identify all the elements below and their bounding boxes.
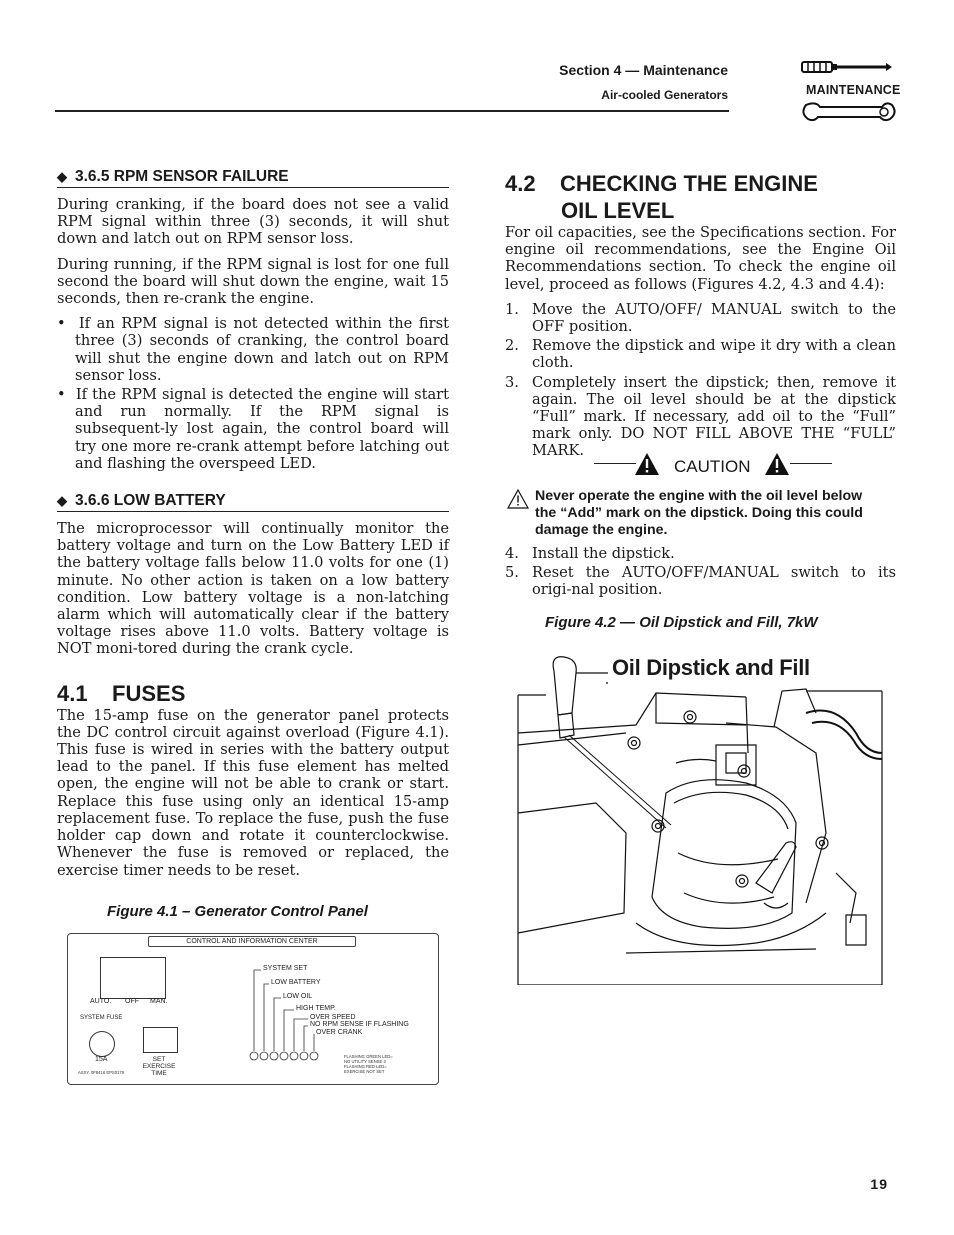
list-item: 1. Move the AUTO/OFF/ MANUAL switch to the OFF position. (505, 300, 896, 336)
logo-text: MAINTENANCE (806, 83, 901, 97)
section-3-6-6-title: 3.6.6 LOW BATTERY (75, 492, 226, 510)
list-item: • If an RPM signal is not detected within the first three (3) seconds of cranking, the control board will shut the engine down and latch out on RPM sensor loss. (57, 315, 449, 384)
led-label-over-speed: OVER SPEED (310, 1014, 356, 1021)
list-item: 5. Reset the AUTO/OFF/MANUAL switch to its origi-nal position. (505, 564, 896, 599)
section-4-2-title-line-1: 4.2 CHECKING THE ENGINE (505, 171, 818, 196)
dipstick-illustration (516, 653, 884, 985)
led-label-over-crank: OVER CRANK (316, 1029, 363, 1036)
maintenance-logo (800, 55, 901, 127)
oil-steps-block-2 (505, 545, 896, 601)
engine-dipstick-drawing (516, 653, 884, 985)
rpm-paragraph-2: During running, if the RPM signal is lost for one full second the board will shut down the engine, wait 15 seconds, then re-crank the engine. (57, 255, 449, 308)
led-label-high-temp: HIGH TEMP. (296, 1005, 336, 1012)
fuses-paragraph: The 15-amp fuse on the generator panel protects the DC control circuit against overload (Figure 4.1). This fuse is wired in series with the battery output lead to the panel. If this fuse element has melted open, the engine will not be able to crank or start. Replace this fuse using only an identical 15-amp replacement fuse. To replace the fuse, push the fuse holder cap down and rotate it counterclockwise. Whenever the fuse is removed or replaced, the exercise timer needs to be reset. (57, 706, 449, 879)
warning-triangle-icon (764, 452, 790, 476)
header-rule (55, 110, 729, 112)
figure-4-2-caption: Figure 4.2 — Oil Dipstick and Fill, 7kW (545, 614, 818, 631)
section-3-6-5-heading (57, 168, 449, 188)
right-column (505, 170, 896, 462)
system-fuse-label: SYSTEM FUSE (80, 1015, 123, 1021)
led-label-low-oil: LOW OIL (283, 993, 313, 1000)
led-label-system-set: SYSTEM SET (263, 965, 308, 972)
rpm-paragraph-1: During cranking, if the board does not see a valid RPM signal within three (3) seconds, it will shut down and latch out on RPM sensor loss. (57, 196, 449, 248)
switch-label-auto: AUTO. (90, 998, 112, 1005)
list-item: 2. Remove the dipstick and wipe it dry with a clean cloth. (505, 337, 896, 372)
diamond-icon: ◆ (57, 169, 67, 184)
header-section-title: Section 4 — Maintenance (559, 62, 728, 78)
panel-title: CONTROL AND INFORMATION CENTER (148, 936, 356, 947)
oil-steps-list-2 (505, 545, 896, 599)
control-panel-figure (67, 933, 439, 1085)
page-number: 19 (870, 1176, 888, 1192)
switch-label-man: MAN. (150, 998, 168, 1005)
set-exercise-label: SET EXERCISE TIME (142, 1056, 176, 1077)
section-3-6-6-heading (57, 492, 449, 512)
oil-steps-list-1 (505, 301, 896, 460)
warning-triangle-icon (634, 452, 660, 476)
list-item: 4. Install the dipstick. (505, 545, 675, 562)
caution-text: Never operate the engine with the oil level below the “Add” mark on the dipstick. Doing this could damage the engine. (535, 488, 863, 539)
warning-outline-icon (507, 489, 529, 509)
rpm-bullet-list (57, 315, 449, 472)
caution-rule-left (594, 463, 636, 464)
led-flash-note: FLASHING GREEN LED= NO UTILITY SENSE 3 FLASHING RED LED= EXERCISE NOT SET (344, 1054, 393, 1074)
led-label-low-battery: LOW BATTERY (271, 979, 321, 986)
figure-4-1-caption: Figure 4.1 – Generator Control Panel (107, 902, 368, 920)
header-subtitle: Air-cooled Generators (601, 88, 728, 102)
caution-banner (594, 452, 832, 478)
section-4-1-heading: 4.1 FUSES (57, 680, 186, 706)
part-number: ASSY. 0F8416 EPS0179 (78, 1070, 125, 1075)
low-battery-paragraph: The microprocessor will continually monitor the battery voltage and turn on the Low Battery LED if the battery voltage falls below 11.0 volts for one (1) minute. No other action is taken on a low battery condition. Low battery voltage is a non-latching alarm which will automatically clear if the battery voltage rises above 11.0 volts. Battery voltage is NOT moni-tored during the crank cycle. (57, 520, 449, 658)
section-4-2-title-line-2: OIL LEVEL (561, 198, 675, 223)
section-4-2-heading (505, 170, 896, 224)
diamond-icon: ◆ (57, 493, 67, 509)
list-item: • If the RPM signal is detected the engine will start and run normally. If the RPM signal is subsequent-ly lost again, the control board will try one more re-crank attempt before latching out and flashing the overspeed LED. (57, 386, 449, 472)
switch-label-off: OFF (125, 998, 139, 1005)
led-label-no-rpm: NO RPM SENSE IF FLASHING (310, 1021, 409, 1028)
figure-4-2-title: Oil Dipstick and Fill (612, 655, 810, 680)
list-item: 3. Completely insert the dipstick; then, remove it again. The oil level should be at the dipstick “Full” mark. If necessary, add oil to the “Full” mark only. DO NOT FILL ABOVE THE “FULL” MARK. (505, 373, 896, 460)
section-3-6-5-title: 3.6.5 RPM SENSOR FAILURE (75, 168, 289, 185)
oil-intro-paragraph: For oil capacities, see the Specifications section. For engine oil recommendations, see the Engine Oil Recommendations section. To check the engine oil level, proceed as follows (Figures 4.2, 4.3 and 4.4): (505, 224, 896, 293)
fuse-value-label: 15A (95, 1056, 108, 1063)
caution-rule-right (790, 463, 832, 464)
caution-label: CAUTION (674, 457, 751, 476)
left-column (57, 168, 449, 920)
